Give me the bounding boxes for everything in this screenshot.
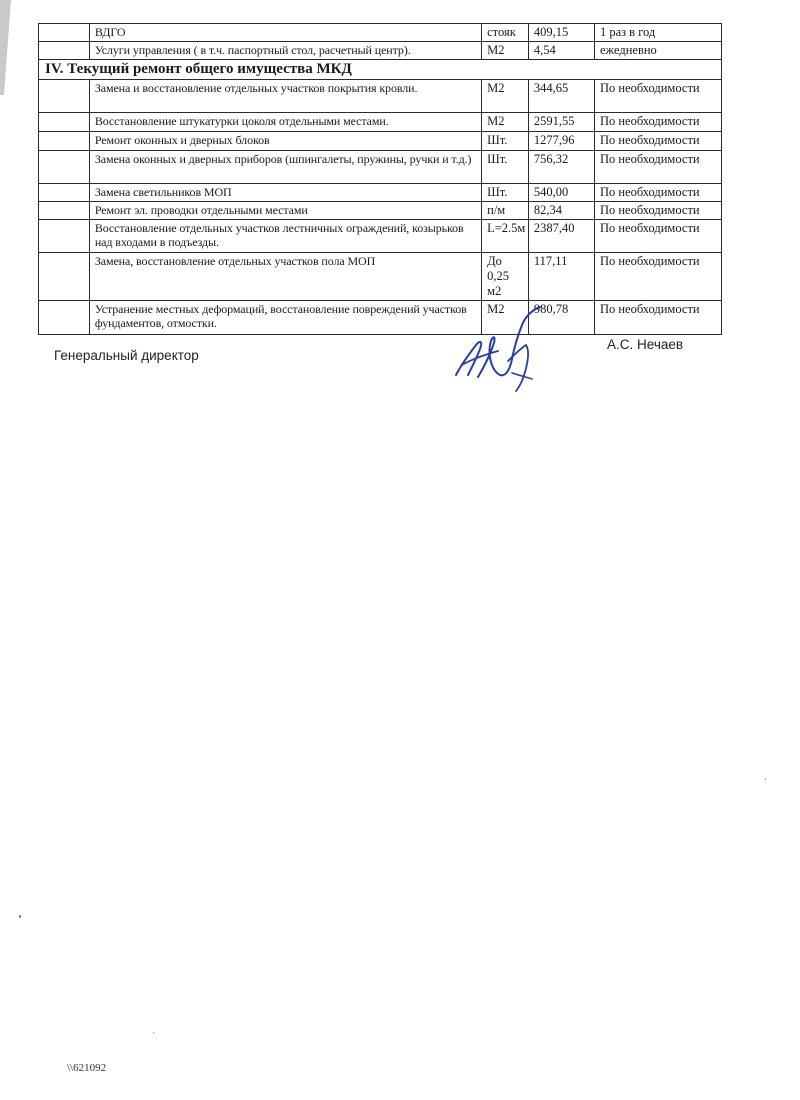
maintenance-table — [38, 23, 722, 335]
table-row — [39, 184, 722, 202]
frequency-cell: По необходимости — [594, 202, 721, 220]
section-title: IV. Текущий ремонт общего имущества МКД — [39, 60, 722, 80]
unit-cell: стояк — [482, 24, 529, 42]
row-number-cell — [39, 42, 90, 60]
scan-edge-shadow — [0, 0, 14, 95]
row-number-cell — [39, 151, 90, 184]
frequency-cell: По необходимости — [594, 151, 721, 184]
section-heading-row — [39, 60, 722, 80]
scan-speck — [765, 778, 766, 780]
row-number-cell — [39, 132, 90, 151]
value-cell: 344,65 — [528, 80, 594, 113]
value-cell: 2387,40 — [528, 220, 594, 253]
value-cell: 980,78 — [528, 301, 594, 335]
scan-speck — [153, 1032, 154, 1033]
handwritten-signature — [448, 305, 558, 393]
work-name-cell: Ремонт эл. проводки отдельными местами — [89, 202, 481, 220]
table-row — [39, 202, 722, 220]
signatory-name: А.С. Нечаев — [607, 337, 684, 352]
work-name-cell: Замена светильников МОП — [89, 184, 481, 202]
table-row — [39, 253, 722, 301]
value-cell: 4,54 — [528, 42, 594, 60]
value-cell: 540,00 — [528, 184, 594, 202]
frequency-cell: По необходимости — [594, 80, 721, 113]
table-row — [39, 113, 722, 132]
work-name-cell: Устранение местных деформаций, восстановление повреждений участков фундаментов, отмостки. — [89, 301, 481, 335]
frequency-cell: По необходимости — [594, 132, 721, 151]
value-cell: 409,15 — [528, 24, 594, 42]
frequency-cell: По необходимости — [594, 220, 721, 253]
table-row — [39, 301, 722, 335]
row-number-cell — [39, 184, 90, 202]
frequency-cell: По необходимости — [594, 253, 721, 301]
value-cell: 1277,96 — [528, 132, 594, 151]
row-number-cell — [39, 220, 90, 253]
row-number-cell — [39, 202, 90, 220]
unit-cell: М2 — [482, 113, 529, 132]
work-name-cell: Ремонт оконных и дверных блоков — [89, 132, 481, 151]
unit-cell: До 0,25 м2 — [482, 253, 529, 301]
scan-speck — [19, 915, 21, 918]
frequency-cell: По необходимости — [594, 184, 721, 202]
signatory-position: Генеральный директор — [54, 348, 199, 363]
table-row — [39, 220, 722, 253]
work-name-cell: Восстановление отдельных участков лестничных ограждений, козырьков над входами в подъезды. — [89, 220, 481, 253]
work-name-cell: Замена, восстановление отдельных участков пола МОП — [89, 253, 481, 301]
row-number-cell — [39, 113, 90, 132]
value-cell: 756,32 — [528, 151, 594, 184]
frequency-cell: ежедневно — [594, 42, 721, 60]
table-row — [39, 80, 722, 113]
value-cell: 117,11 — [528, 253, 594, 301]
document-code: \\621092 — [67, 1062, 107, 1074]
row-number-cell — [39, 80, 90, 113]
unit-cell: Шт. — [482, 151, 529, 184]
unit-cell: L=2.5м — [482, 220, 529, 253]
frequency-cell: По необходимости — [594, 301, 721, 335]
value-cell: 82,34 — [528, 202, 594, 220]
row-number-cell — [39, 24, 90, 42]
table-row — [39, 132, 722, 151]
value-cell: 2591,55 — [528, 113, 594, 132]
row-number-cell — [39, 301, 90, 335]
frequency-cell: По необходимости — [594, 113, 721, 132]
table-row — [39, 42, 722, 60]
unit-cell: Шт. — [482, 184, 529, 202]
frequency-cell: 1 раз в год — [594, 24, 721, 42]
row-number-cell — [39, 253, 90, 301]
unit-cell: М2 — [482, 42, 529, 60]
work-name-cell: ВДГО — [89, 24, 481, 42]
table-row — [39, 151, 722, 184]
work-name-cell: Замена и восстановление отдельных участков покрытия кровли. — [89, 80, 481, 113]
table-row — [39, 24, 722, 42]
work-name-cell: Восстановление штукатурки цоколя отдельными местами. — [89, 113, 481, 132]
unit-cell: М2 — [482, 80, 529, 113]
unit-cell: Шт. — [482, 132, 529, 151]
work-name-cell: Услуги управления ( в т.ч. паспортный стол, расчетный центр). — [89, 42, 481, 60]
work-name-cell: Замена оконных и дверных приборов (шпингалеты, пружины, ручки и т.д.) — [89, 151, 481, 184]
unit-cell: М2 — [482, 301, 529, 335]
unit-cell: п/м — [482, 202, 529, 220]
